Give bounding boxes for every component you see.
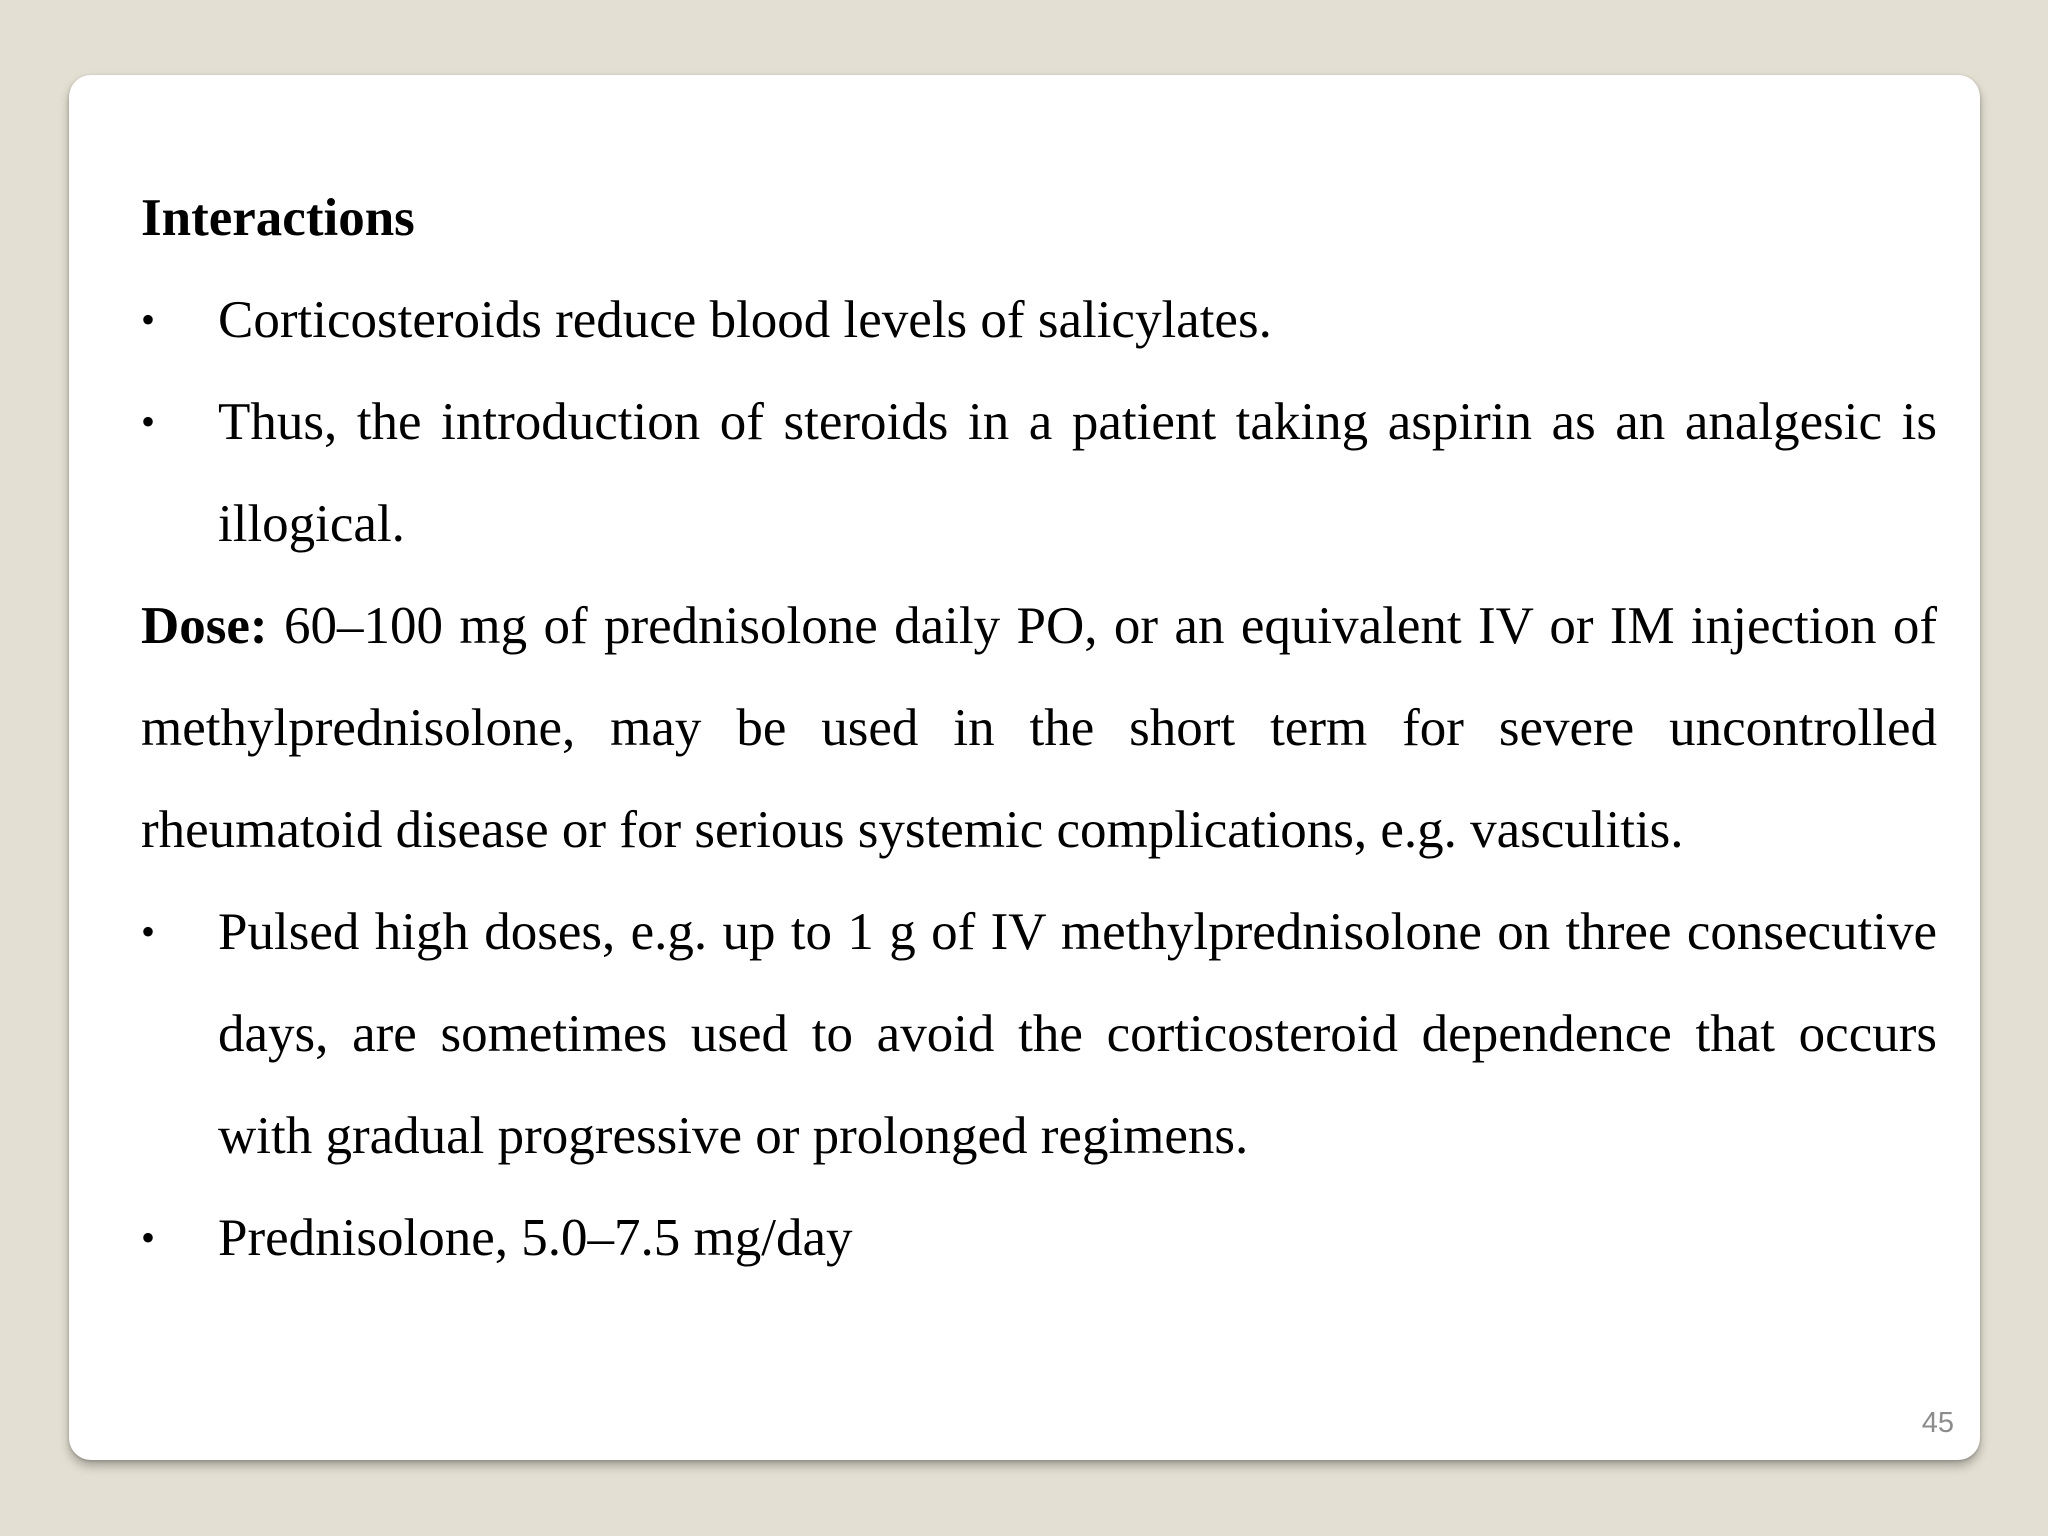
bullet-marker: •: [141, 297, 156, 342]
bullet-item: [141, 1187, 1937, 1289]
bullet-marker: •: [141, 1215, 156, 1260]
section-heading: Interactions: [141, 189, 415, 247]
bullet-marker: •: [141, 399, 156, 444]
bullet-item: [141, 269, 1937, 371]
dose-paragraph: [141, 575, 1937, 881]
bullet-text: Prednisolone, 5.0–7.5 mg/day: [218, 1209, 853, 1267]
bullet-text: Thus, the introduction of steroids in a patient taking aspirin as an analgesic is illogical.: [218, 393, 1937, 553]
bullet-item: [141, 371, 1937, 575]
bullet-marker: •: [141, 909, 156, 954]
dose-text: 60–100 mg of prednisolone daily PO, or an equivalent IV or IM injection of methylprednisolone, may be used in the short term for severe uncontrolled rheumatoid disease or for serious systemic complications, e.g. vasculitis.: [141, 597, 1937, 859]
dose-label: Dose:: [141, 597, 268, 655]
bullet-item: [141, 881, 1937, 1187]
bullet-text: Corticosteroids reduce blood levels of salicylates.: [218, 291, 1272, 349]
slide: [69, 75, 1980, 1460]
slide-content: [141, 167, 1937, 1289]
bullet-text: Pulsed high doses, e.g. up to 1 g of IV methylprednisolone on three consecutive days, are sometimes used to avoid the corticosteroid dependence that occurs with gradual progressive or prolonged regimens.: [218, 903, 1937, 1165]
page-number: 45: [1921, 1407, 1954, 1439]
